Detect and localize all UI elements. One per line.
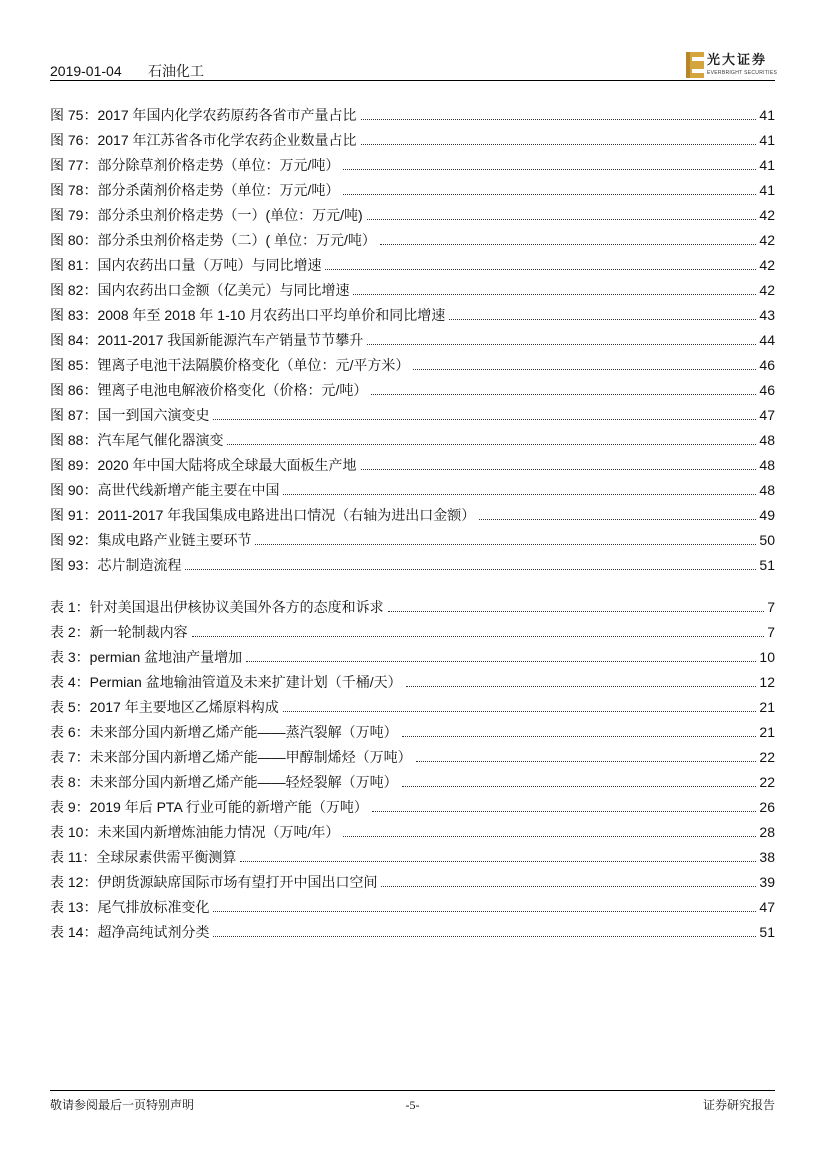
- table-entry-title: 表 14：超净高纯试剂分类: [50, 923, 210, 940]
- dot-leader: [240, 861, 756, 862]
- table-entry[interactable]: [50, 844, 775, 869]
- report-sector: 石油化工: [148, 63, 204, 79]
- dot-leader: [416, 761, 757, 762]
- dot-leader: [353, 294, 756, 295]
- table-entry[interactable]: [50, 619, 775, 644]
- figure-entry-page: 44: [759, 331, 775, 348]
- table-entry-page: 21: [759, 723, 775, 740]
- dot-leader: [380, 244, 757, 245]
- figure-entry-page: 46: [759, 381, 775, 398]
- table-entry-title: 表 6：未来部分国内新增乙烯产能——蒸汽裂解（万吨）: [50, 723, 398, 740]
- figure-entry-title: 图 76：2017 年江苏省各市化学农药企业数量占比: [50, 131, 357, 148]
- table-entry-page: 47: [759, 898, 775, 915]
- dot-leader: [361, 119, 757, 120]
- dot-leader: [413, 369, 756, 370]
- dot-leader: [325, 269, 756, 270]
- table-entry-page: 7: [767, 598, 775, 615]
- dot-leader: [449, 319, 756, 320]
- table-entry-page: 7: [767, 623, 775, 640]
- figure-entry-page: 43: [759, 306, 775, 323]
- report-date: 2019-01-04: [50, 63, 122, 79]
- figure-entry[interactable]: [50, 377, 775, 402]
- header-divider: [50, 80, 775, 81]
- dot-leader: [343, 194, 756, 195]
- table-entry[interactable]: [50, 919, 775, 944]
- figure-entry[interactable]: [50, 402, 775, 427]
- table-entry-page: 28: [759, 823, 775, 840]
- table-entry-page: 26: [759, 798, 775, 815]
- figure-entry[interactable]: [50, 227, 775, 252]
- dot-leader: [361, 144, 757, 145]
- table-entry[interactable]: [50, 769, 775, 794]
- figure-entry-title: 图 88：汽车尾气催化器演变: [50, 431, 224, 448]
- table-entry[interactable]: [50, 719, 775, 744]
- page-number: -5-: [405, 1098, 420, 1112]
- dot-leader: [283, 711, 757, 712]
- company-logo: [686, 51, 776, 79]
- dot-leader: [381, 886, 756, 887]
- table-entry[interactable]: [50, 594, 775, 619]
- dot-leader: [185, 569, 756, 570]
- figure-entry-page: 49: [759, 506, 775, 523]
- figure-entry-title: 图 86：锂离子电池电解液价格变化（价格：元/吨）: [50, 381, 368, 398]
- figure-entry[interactable]: [50, 152, 775, 177]
- figure-entry-title: 图 83：2008 年至 2018 年 1-10 月农药出口平均单价和同比增速: [50, 306, 446, 323]
- figure-entry-title: 图 82：国内农药出口金额（亿美元）与同比增速: [50, 281, 350, 298]
- logo-english-name: EVERBRIGHT SECURITIES: [707, 70, 778, 76]
- table-entry-page: 22: [759, 773, 775, 790]
- table-entry-title: 表 5：2017 年主要地区乙烯原料构成: [50, 698, 279, 715]
- figure-entry-page: 41: [759, 181, 775, 198]
- dot-leader: [227, 444, 756, 445]
- table-entry-title: 表 12：伊朗货源缺席国际市场有望打开中国出口空间: [50, 873, 378, 890]
- dot-leader: [255, 544, 756, 545]
- figure-entry[interactable]: [50, 477, 775, 502]
- figure-entry[interactable]: [50, 327, 775, 352]
- figure-entry[interactable]: [50, 252, 775, 277]
- dot-leader: [343, 836, 756, 837]
- figure-entry[interactable]: [50, 552, 775, 577]
- figure-entry-page: 46: [759, 356, 775, 373]
- table-entry-page: 39: [759, 873, 775, 890]
- table-entry[interactable]: [50, 744, 775, 769]
- table-entry-page: 10: [759, 648, 775, 665]
- table-entry-page: 38: [759, 848, 775, 865]
- figure-entry[interactable]: [50, 277, 775, 302]
- dot-leader: [361, 469, 757, 470]
- dot-leader: [213, 419, 756, 420]
- dot-leader: [213, 936, 756, 937]
- table-entry[interactable]: [50, 794, 775, 819]
- dot-leader: [192, 636, 765, 637]
- page-footer: [50, 1097, 775, 1113]
- figure-entry-title: 图 89：2020 年中国大陆将成全球最大面板生产地: [50, 456, 357, 473]
- figure-entry-title: 图 87：国一到国六演变史: [50, 406, 210, 423]
- table-entry-title: 表 13：尾气排放标准变化: [50, 898, 210, 915]
- figure-entry-page: 42: [759, 231, 775, 248]
- figure-entry-page: 41: [759, 156, 775, 173]
- figure-entry-title: 图 77：部分除草剂价格走势（单位：万元/吨）: [50, 156, 340, 173]
- dot-leader: [402, 736, 757, 737]
- figure-entry[interactable]: [50, 127, 775, 152]
- table-entry-page: 22: [759, 748, 775, 765]
- footer-doc-type: 证券研究报告: [702, 1098, 775, 1112]
- figure-list: [50, 102, 775, 577]
- figure-entry[interactable]: [50, 102, 775, 127]
- figure-entry[interactable]: [50, 452, 775, 477]
- dot-leader: [283, 494, 756, 495]
- dot-leader: [406, 686, 757, 687]
- table-entry-title: 表 7：未来部分国内新增乙烯产能——甲醇制烯烃（万吨）: [50, 748, 412, 765]
- figure-entry-title: 图 85：锂离子电池干法隔膜价格变化（单位：元/平方米）: [50, 356, 410, 373]
- table-entry-title: 表 8：未来部分国内新增乙烯产能——轻烃裂解（万吨）: [50, 773, 398, 790]
- footer-divider: [50, 1090, 775, 1091]
- figure-entry[interactable]: [50, 527, 775, 552]
- dot-leader: [213, 911, 756, 912]
- figure-entry[interactable]: [50, 302, 775, 327]
- figure-entry-title: 图 84：2011-2017 我国新能源汽车产销量节节攀升: [50, 331, 364, 348]
- table-entry[interactable]: [50, 869, 775, 894]
- table-entry-title: 表 11：全球尿素供需平衡测算: [50, 848, 237, 865]
- table-entry[interactable]: [50, 819, 775, 844]
- table-entry-title: 表 1：针对美国退出伊核协议美国外各方的态度和诉求: [50, 598, 384, 615]
- figure-entry[interactable]: [50, 177, 775, 202]
- figure-entry-page: 47: [759, 406, 775, 423]
- dot-leader: [402, 786, 757, 787]
- table-entry-title: 表 4：Permian 盆地输油管道及未来扩建计划（千桶/天）: [50, 673, 402, 690]
- figure-entry-page: 41: [759, 131, 775, 148]
- figure-entry-page: 48: [759, 456, 775, 473]
- dot-leader: [367, 344, 756, 345]
- dot-leader: [372, 811, 757, 812]
- table-entry[interactable]: [50, 894, 775, 919]
- figure-entry-title: 图 81：国内农药出口量（万吨）与同比增速: [50, 256, 322, 273]
- page-header: [50, 62, 204, 80]
- figure-entry[interactable]: [50, 202, 775, 227]
- figure-entry[interactable]: [50, 427, 775, 452]
- dot-leader: [246, 661, 756, 662]
- figure-entry-title: 图 91：2011-2017 年我国集成电路进出口情况（右轴为进出口金额）: [50, 506, 476, 523]
- dot-leader: [371, 394, 756, 395]
- table-list: [50, 594, 775, 944]
- figure-entry-page: 41: [759, 106, 775, 123]
- table-entry-title: 表 10：未来国内新增炼油能力情况（万吨/年）: [50, 823, 340, 840]
- dot-leader: [388, 611, 765, 612]
- dot-leader: [479, 519, 756, 520]
- figure-entry-title: 图 75：2017 年国内化学农药原药各省市产量占比: [50, 106, 357, 123]
- figure-entry[interactable]: [50, 352, 775, 377]
- figure-entry-page: 42: [759, 206, 775, 223]
- figure-entry[interactable]: [50, 502, 775, 527]
- figure-entry-title: 图 90：高世代线新增产能主要在中国: [50, 481, 280, 498]
- table-entry-page: 12: [759, 673, 775, 690]
- everbright-logo-icon: [686, 52, 704, 78]
- table-entry[interactable]: [50, 644, 775, 669]
- figure-entry-page: 42: [759, 281, 775, 298]
- figure-entry-page: 42: [759, 256, 775, 273]
- table-entry[interactable]: [50, 669, 775, 694]
- figure-entry-title: 图 93：芯片制造流程: [50, 556, 182, 573]
- figure-entry-page: 48: [759, 481, 775, 498]
- figure-entry-title: 图 78：部分杀菌剂价格走势（单位：万元/吨）: [50, 181, 340, 198]
- table-entry-title: 表 9：2019 年后 PTA 行业可能的新增产能（万吨）: [50, 798, 368, 815]
- dot-leader: [343, 169, 756, 170]
- figure-entry-title: 图 92：集成电路产业链主要环节: [50, 531, 252, 548]
- figure-entry-title: 图 80：部分杀虫剂价格走势（二）( 单位：万元/吨）: [50, 231, 376, 248]
- dot-leader: [367, 219, 757, 220]
- figure-entry-page: 48: [759, 431, 775, 448]
- table-entry-title: 表 3：permian 盆地油产量增加: [50, 648, 243, 665]
- figure-entry-page: 50: [759, 531, 775, 548]
- table-entry-page: 51: [759, 923, 775, 940]
- logo-chinese-name: 光大证券: [707, 53, 768, 68]
- table-entry[interactable]: [50, 694, 775, 719]
- table-entry-title: 表 2：新一轮制裁内容: [50, 623, 188, 640]
- table-entry-page: 21: [759, 698, 775, 715]
- figure-entry-title: 图 79：部分杀虫剂价格走势（一）(单位：万元/吨): [50, 206, 363, 223]
- footer-disclaimer: 敬请参阅最后一页特别声明: [50, 1098, 195, 1112]
- figure-entry-page: 51: [759, 556, 775, 573]
